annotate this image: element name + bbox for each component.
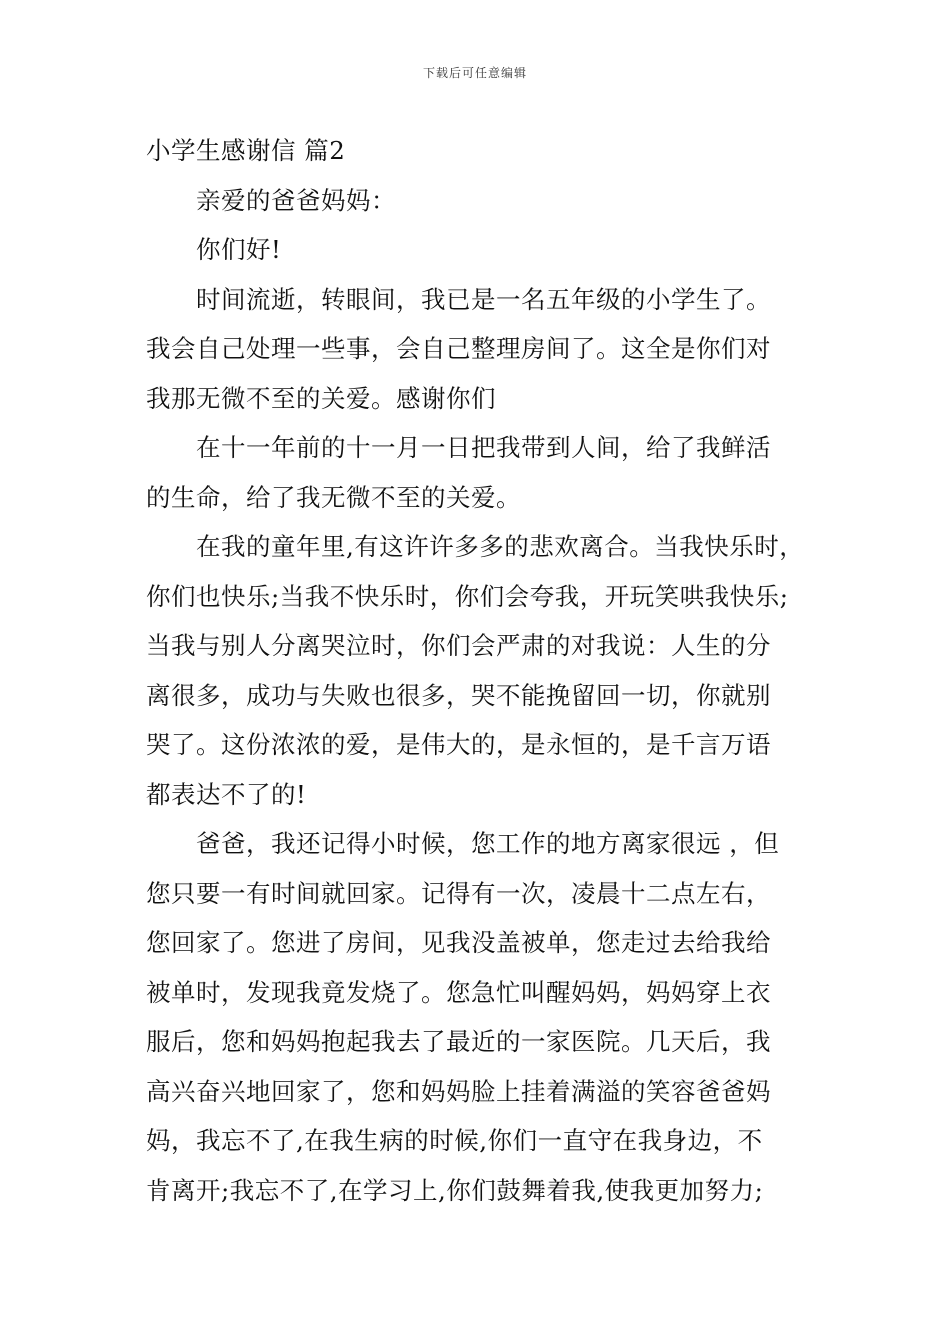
- text-line: 被单时，发现我竟发烧了。您急忙叫醒妈妈，妈妈穿上衣: [146, 977, 771, 1007]
- text-line: 亲爱的爸爸妈妈：: [196, 185, 396, 215]
- text-line: 当我与别人分离哭泣时，你们会严肃的对我说：人生的分: [146, 631, 771, 660]
- text-line: 你们也快乐;当我不快乐时，你们会夸我，开玩笑哄我快乐;: [146, 581, 789, 611]
- text-line: 的生命，给了我无微不至的关爱。: [146, 482, 521, 512]
- text-line: 您只要一有时间就回家。记得有一次，凌晨十二点左右，: [146, 878, 771, 908]
- text-line: 离很多，成功与失败也很多，哭不能挽留回一切，你就别: [146, 680, 771, 710]
- text-line: 哭了。这份浓浓的爱，是伟大的，是永恒的，是千言万语: [146, 730, 771, 759]
- text-line: 爸爸，我还记得小时候，您工作的地方离家很远 ，但: [196, 829, 780, 858]
- text-line: 在我的童年里,有这许许多多的悲欢离合。当我快乐时，: [196, 532, 805, 561]
- text-line: 我那无微不至的关爱。感谢你们: [146, 383, 496, 413]
- text-line: 服后，您和妈妈抱起我去了最近的一家医院。几天后，我: [146, 1027, 771, 1056]
- text-line: 我会自己处理一些事，会自己整理房间了。这全是你们对: [146, 334, 771, 363]
- text-line: 在十一年前的十一月一日把我带到人间，给了我鲜活: [196, 433, 771, 462]
- header-note: 下载后可任意编辑: [422, 66, 527, 80]
- text-line: 你们好!: [196, 235, 282, 264]
- text-line: 肯离开;我忘不了,在学习上,你们鼓舞着我,使我更加努力;: [146, 1175, 764, 1205]
- text-line: 妈，我忘不了,在我生病的时候,你们一直守在我身边，不: [146, 1126, 763, 1155]
- letter-title: 小学生感谢信 篇2: [146, 136, 346, 165]
- text-line: 高兴奋兴地回家了，您和妈妈脸上挂着满溢的笑容爸爸妈: [146, 1076, 771, 1106]
- text-line: 时间流逝，转眼间，我已是一名五年级的小学生了。: [196, 284, 771, 314]
- text-line: 都表达不了的!: [146, 779, 307, 809]
- text-line: 您回家了。您进了房间，见我没盖被单，您走过去给我给: [146, 928, 771, 957]
- letter-lines: [146, 176, 810, 1216]
- letter-body: [146, 126, 810, 1215]
